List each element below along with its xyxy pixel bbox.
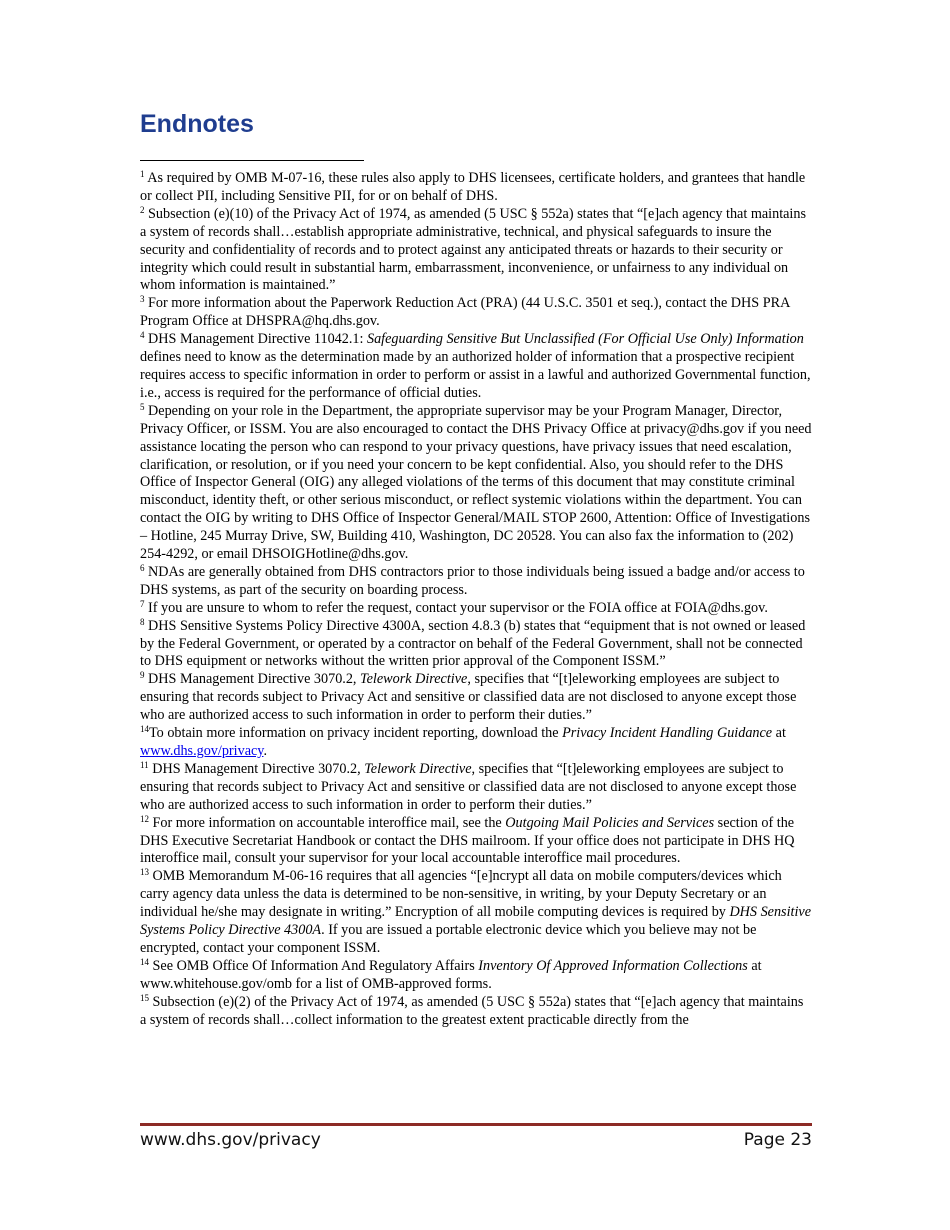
endnote-6 bbox=[140, 564, 812, 600]
privacy-link[interactable]: www.dhs.gov/privacy bbox=[140, 743, 264, 759]
endnote-text: at bbox=[772, 725, 786, 742]
endnote-title-italic: Telework Directive bbox=[364, 760, 472, 777]
endnote-10 bbox=[140, 725, 812, 761]
endnote-number: 12 bbox=[140, 813, 149, 824]
endnote-7 bbox=[140, 600, 812, 618]
endnote-number: 13 bbox=[140, 867, 149, 878]
endnote-14 bbox=[140, 958, 812, 994]
endnote-text: See OMB Office Of Information And Regulatory Affairs bbox=[152, 957, 479, 974]
endnote-number: 1 bbox=[140, 169, 145, 179]
endnote-text: OMB Memorandum M-06-16 requires that all agencies “[e]ncrypt all data on mobile computers/devices which carry agency data unless the data is determined to be non-sensitive, in writing, by your Deputy Secretary or an individual he/she may designate in writing.” Encryption of all mobile computing devices is required by bbox=[140, 868, 782, 921]
endnote-text: DHS Management Directive 11042.1: bbox=[148, 331, 367, 348]
endnote-number: 8 bbox=[140, 616, 145, 627]
endnote-text: If you are unsure to whom to refer the request, contact your supervisor or the FOIA office at FOIA@dhs.gov. bbox=[148, 599, 768, 616]
endnote-text: . If you are issued a portable electronic device which you believe may not be encrypted, contact your component ISSM. bbox=[140, 922, 757, 956]
endnotes-list bbox=[140, 170, 812, 1030]
endnote-15 bbox=[140, 994, 812, 1030]
endnote-5 bbox=[140, 403, 812, 564]
endnote-title-italic: Inventory Of Approved Information Collections bbox=[478, 957, 748, 974]
endnote-title-italic: Safeguarding Sensitive But Unclassified (For Official Use Only) Information bbox=[366, 331, 804, 348]
endnote-text: Depending on your role in the Department, the appropriate supervisor may be your Program Manager, Director, Privacy Officer, or ISSM. You are also encouraged to contact the DHS Privacy Office at privacy@dhs.gov if you need assistance locating the person who can respond to your privacy questions, have privacy issues that need escalation, clarification, or resolution, or if you need your concern to be kept confidential. Also, you should refer to the DHS Office of Inspector General (OIG) any alleged violations of the terms of this document that may constitute criminal misconduct, identity theft, or other serious misconduct, or reflect systemic violations within the department. You can contact the OIG by writing to DHS Office of Inspector General/MAIL STOP 2600, Attention: Office of Investigations – Hotline, 245 Murray Drive, SW, Building 410, Washington, DC 20528. You can also fax the information to (202) 254-4292, or email DHSOIGHotline@dhs.gov. bbox=[140, 402, 812, 563]
page-title: Endnotes bbox=[140, 110, 254, 138]
endnote-number: 6 bbox=[140, 562, 145, 573]
endnote-text: DHS Management Directive 3070.2, bbox=[148, 671, 361, 688]
endnote-text: section of the DHS Executive Secretariat Handbook or contact the DHS mailroom. If your office does not participate in DHS HQ interoffice mail, consult your supervisor for your local accountable interoffice mail procedures. bbox=[140, 814, 795, 867]
endnote-text: As required by OMB M-07-16, these rules also apply to DHS licensees, certificate holders, and grantees that handle or collect PII, including Sensitive PII, for or on behalf of DHS. bbox=[140, 170, 806, 204]
endnote-12 bbox=[140, 815, 812, 869]
endnote-title-italic: Telework Directive bbox=[360, 671, 468, 688]
endnote-number: 14 bbox=[140, 724, 149, 735]
footer-divider bbox=[140, 1123, 812, 1126]
page-number: Page 23 bbox=[743, 1130, 812, 1150]
endnote-number: 14 bbox=[140, 956, 149, 967]
endnote-title-italic: Outgoing Mail Policies and Services bbox=[505, 814, 715, 831]
endnote-text: . bbox=[263, 743, 268, 759]
endnote-text: To obtain more information on privacy incident reporting, download the bbox=[149, 725, 563, 742]
endnote-text: DHS Management Directive 3070.2, bbox=[152, 760, 365, 777]
endnote-13 bbox=[140, 868, 812, 958]
endnote-8 bbox=[140, 618, 812, 672]
endnote-text: , specifies that “[t]eleworking employees are subject to ensuring that records subject to Privacy Act and sensitive or classified data are not disclosed to anyone except those who are authorized access to such information in order to perform their duties.” bbox=[140, 671, 797, 724]
endnote-3 bbox=[140, 295, 812, 331]
footer-url: www.dhs.gov/privacy bbox=[140, 1130, 321, 1150]
endnote-number: 7 bbox=[140, 598, 145, 609]
endnote-number: 15 bbox=[140, 992, 149, 1003]
endnote-number: 11 bbox=[140, 759, 149, 770]
endnote-11 bbox=[140, 761, 812, 815]
endnote-2 bbox=[140, 206, 812, 296]
endnote-title-italic: DHS Sensitive Systems Policy Directive 4300A bbox=[140, 904, 811, 939]
endnote-text: , specifies that “[t]eleworking employees are subject to ensuring that records subject to Privacy Act and sensitive or classified data are not disclosed to anyone except those who are authorized access to such information in order to perform their duties.” bbox=[140, 760, 797, 813]
endnote-number: 5 bbox=[140, 401, 145, 412]
endnote-separator bbox=[140, 160, 364, 161]
endnote-number: 3 bbox=[140, 294, 145, 305]
endnote-number: 9 bbox=[140, 670, 145, 681]
endnote-text: Subsection (e)(10) of the Privacy Act of 1974, as amended (5 USC § 552a) states that “[e]ach agency that maintains a system of records shall…establish appropriate administrative, technical, and physical safeguards to insure the security and confidentiality of records and to protect against any anticipated threats or hazards to their security or integrity which could result in substantial harm, embarrassment, inconvenience, or unfairness to any individual on whom information is maintained.” bbox=[140, 205, 806, 294]
endnote-text: Subsection (e)(2) of the Privacy Act of 1974, as amended (5 USC § 552a) states that “[e]ach agency that maintains a system of records shall…collect information to the greatest extent practicable directly from the bbox=[140, 993, 804, 1028]
endnote-9 bbox=[140, 671, 812, 725]
endnote-text: For more information on accountable interoffice mail, see the bbox=[152, 814, 506, 831]
endnote-text: at www.whitehouse.gov/omb for a list of OMB-approved forms. bbox=[140, 957, 762, 992]
endnote-text: DHS Sensitive Systems Policy Directive 4300A, section 4.8.3 (b) states that “equipment that is not owned or leased by the Federal Government, or operated by a contractor on behalf of the Federal Government, shall not be connected to DHS equipment or networks without the written prior approval of the Component ISSM.” bbox=[140, 617, 806, 670]
endnote-text: defines need to know as the determination made by an authorized holder of information that a prospective recipient requires access to specific information in order to perform or assist in a lawful and authorized Governmental function, i.e., access is required for the performance of official duties. bbox=[140, 349, 811, 401]
endnote-4 bbox=[140, 331, 812, 403]
endnote-number: 4 bbox=[140, 330, 145, 341]
endnote-text: NDAs are generally obtained from DHS contractors prior to those individuals being issued a badge and/or access to DHS systems, as part of the security on boarding process. bbox=[140, 563, 805, 598]
endnote-number: 2 bbox=[140, 204, 145, 215]
endnote-text: For more information about the Paperwork Reduction Act (PRA) (44 U.S.C. 3501 et seq.), contact the DHS PRA Program Office at DHSPRA@hq.dhs.gov. bbox=[140, 295, 790, 330]
endnote-title-italic: Privacy Incident Handling Guidance bbox=[562, 725, 773, 742]
endnote-1 bbox=[140, 170, 812, 206]
